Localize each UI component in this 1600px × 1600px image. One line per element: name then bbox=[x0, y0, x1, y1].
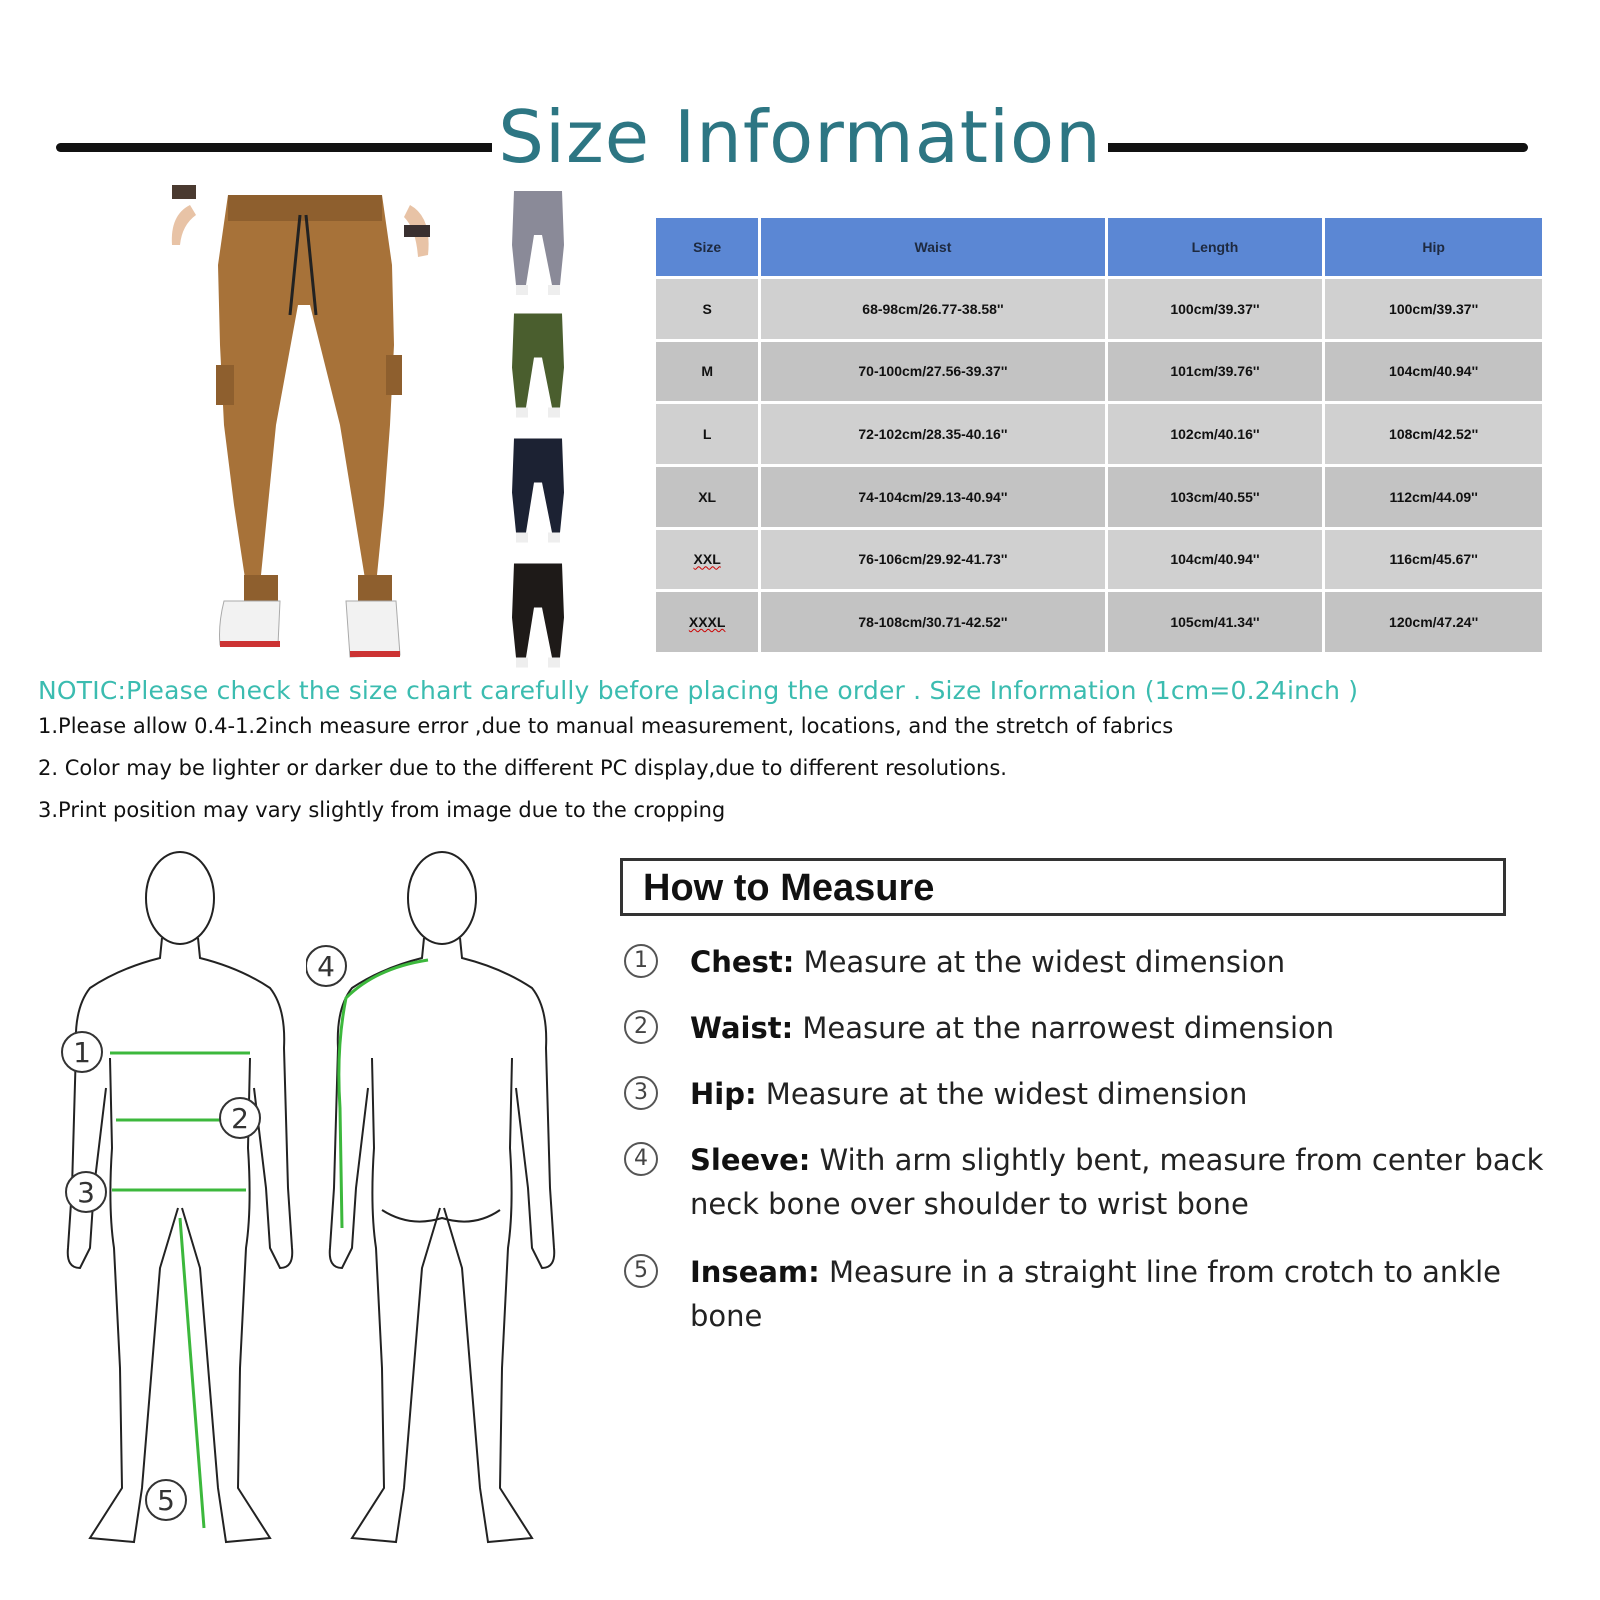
measure-description: Measure at the narrowest dimension bbox=[793, 1011, 1335, 1045]
measure-description: Measure in a straight line from crotch to ankle bone bbox=[690, 1255, 1502, 1333]
measure-item-text bbox=[690, 1006, 1550, 1050]
circled-number: 2 bbox=[624, 1010, 658, 1044]
measure-item-text bbox=[690, 940, 1550, 984]
figure-label-4: 4 bbox=[317, 950, 335, 983]
circled-number: 1 bbox=[624, 944, 658, 978]
header-waist: Waist bbox=[761, 218, 1104, 276]
cell-hip: 116cm/45.67'' bbox=[1325, 530, 1542, 590]
cell-size-text: XXL bbox=[693, 551, 721, 568]
circled-number: 5 bbox=[624, 1254, 658, 1288]
cell-length: 102cm/40.16'' bbox=[1108, 404, 1323, 464]
circled-number: 4 bbox=[624, 1142, 658, 1176]
how-to-measure-box bbox=[620, 858, 1506, 916]
cell-length: 103cm/40.55'' bbox=[1108, 467, 1323, 527]
figure-label-2: 2 bbox=[231, 1102, 249, 1135]
main-product-image bbox=[160, 185, 440, 685]
cell-waist: 70-100cm/27.56-39.37'' bbox=[761, 342, 1104, 402]
cell-length: 105cm/41.34'' bbox=[1108, 592, 1323, 652]
cell-waist: 76-106cm/29.92-41.73'' bbox=[761, 530, 1104, 590]
measure-description: Measure at the widest dimension bbox=[794, 945, 1286, 979]
note-3: 3.Print position may vary slightly from image due to the cropping bbox=[38, 798, 726, 822]
cell-waist: 72-102cm/28.35-40.16'' bbox=[761, 404, 1104, 464]
cell-size bbox=[656, 530, 758, 590]
back-body-figure bbox=[306, 848, 566, 1578]
size-table-header-row bbox=[656, 218, 1542, 276]
thumb-grey-pants[interactable] bbox=[498, 185, 578, 305]
cell-length: 104cm/40.94'' bbox=[1108, 530, 1323, 590]
cell-size bbox=[656, 592, 758, 652]
measure-item-inseam bbox=[620, 1250, 1550, 1344]
cell-size: S bbox=[656, 279, 758, 339]
figure-label-1: 1 bbox=[73, 1036, 91, 1069]
notice-text: NOTIC:Please check the size chart carefully before placing the order . Size Information (1cm=0.24inch ) bbox=[38, 676, 1359, 705]
page-title-text: Size Information bbox=[492, 95, 1107, 179]
measure-label: Hip: bbox=[690, 1077, 757, 1111]
cell-size: XL bbox=[656, 467, 758, 527]
cell-waist: 68-98cm/26.77-38.58'' bbox=[761, 279, 1104, 339]
measure-item-text bbox=[690, 1072, 1550, 1116]
cell-length: 101cm/39.76'' bbox=[1108, 342, 1323, 402]
measure-description: Measure at the widest dimension bbox=[756, 1077, 1248, 1111]
cell-hip: 112cm/44.09'' bbox=[1325, 467, 1542, 527]
header-hip: Hip bbox=[1325, 218, 1542, 276]
cell-length: 100cm/39.37'' bbox=[1108, 279, 1323, 339]
measure-label: Inseam: bbox=[690, 1255, 820, 1289]
measure-item-chest bbox=[620, 940, 1550, 990]
table-row bbox=[656, 592, 1542, 652]
thumb-navy-pants[interactable] bbox=[498, 430, 578, 555]
table-row bbox=[656, 404, 1542, 464]
table-row bbox=[656, 530, 1542, 590]
measure-label: Chest: bbox=[690, 945, 795, 979]
how-to-measure-title: How to Measure bbox=[643, 867, 935, 909]
figure-label-3: 3 bbox=[77, 1176, 95, 1209]
header-size: Size bbox=[656, 218, 758, 276]
cell-size: M bbox=[656, 342, 758, 402]
cell-waist: 74-104cm/29.13-40.94'' bbox=[761, 467, 1104, 527]
page-title bbox=[0, 92, 1600, 182]
measure-item-sleeve bbox=[620, 1138, 1550, 1232]
note-1: 1.Please allow 0.4-1.2inch measure error ,due to manual measurement, locations, and the stretch of fabrics bbox=[38, 714, 1174, 738]
measure-label: Sleeve: bbox=[690, 1143, 811, 1177]
cell-hip: 108cm/42.52'' bbox=[1325, 404, 1542, 464]
measure-item-waist bbox=[620, 1006, 1550, 1056]
table-row bbox=[656, 279, 1542, 339]
cell-hip: 120cm/47.24'' bbox=[1325, 592, 1542, 652]
figure-label-5: 5 bbox=[157, 1484, 175, 1517]
table-row bbox=[656, 342, 1542, 402]
table-row bbox=[656, 467, 1542, 527]
cell-size-text: XXXL bbox=[688, 614, 726, 631]
cell-hip: 100cm/39.37'' bbox=[1325, 279, 1542, 339]
header-length: Length bbox=[1108, 218, 1323, 276]
measure-item-hip bbox=[620, 1072, 1550, 1122]
circled-number: 3 bbox=[624, 1076, 658, 1110]
front-figure-labels bbox=[62, 1032, 260, 1520]
cell-waist: 78-108cm/30.71-42.52'' bbox=[761, 592, 1104, 652]
front-body-figure bbox=[50, 848, 310, 1578]
measure-description: With arm slightly bent, measure from center back neck bone over shoulder to wrist bone bbox=[690, 1143, 1544, 1221]
color-thumbnails bbox=[498, 185, 578, 685]
thumb-green-pants[interactable] bbox=[498, 305, 578, 430]
back-figure-labels bbox=[306, 946, 346, 986]
measure-item-text bbox=[690, 1138, 1550, 1226]
size-table bbox=[653, 215, 1545, 655]
measure-item-text bbox=[690, 1250, 1550, 1338]
cell-size: L bbox=[656, 404, 758, 464]
thumb-black-pants[interactable] bbox=[498, 555, 578, 680]
note-2: 2. Color may be lighter or darker due to the different PC display,due to different resolutions. bbox=[38, 756, 1007, 780]
measure-label: Waist: bbox=[690, 1011, 794, 1045]
cell-hip: 104cm/40.94'' bbox=[1325, 342, 1542, 402]
